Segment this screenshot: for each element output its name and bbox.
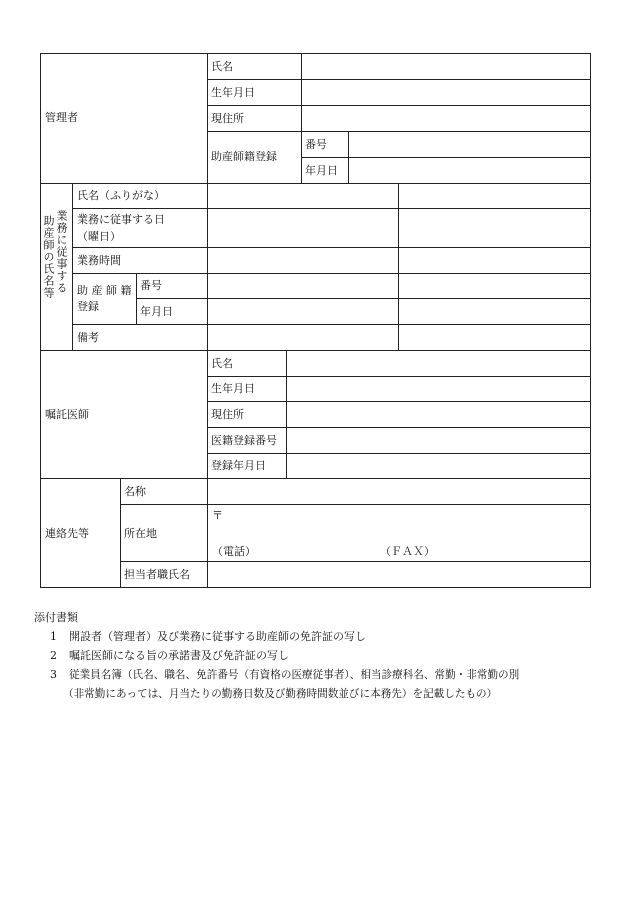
midwife-reg-label-2: 登録 — [77, 300, 99, 313]
attachment-number: 1 — [50, 630, 57, 643]
rule — [120, 504, 591, 505]
rule — [40, 53, 591, 54]
rule — [40, 350, 591, 351]
midwife-workdays-label-2: （曜日） — [77, 230, 121, 243]
rule — [72, 208, 591, 209]
doctor-name-label: 氏名 — [211, 357, 233, 370]
rule — [40, 53, 41, 588]
manager-birth-label: 生年月日 — [211, 86, 255, 99]
rule — [72, 273, 591, 274]
fax-label: （ＦＡＸ） — [380, 545, 435, 558]
doctor-reg-number-label: 医籍登録番号 — [211, 434, 277, 447]
contact-name-label: 名称 — [124, 485, 146, 498]
rule — [301, 157, 591, 158]
rule — [207, 183, 208, 350]
attachment-continuation: （非常勤にあっては、月当たりの勤務日数及び勤務時間数並びに本務先）を記載したもの） — [63, 688, 498, 700]
manager-date-label: 年月日 — [305, 164, 338, 177]
midwife-remarks-label: 備考 — [77, 331, 99, 344]
rule — [348, 131, 349, 183]
attachment-text: 嘱託医師になる旨の承諾書及び免許証の写し — [69, 649, 289, 662]
rule — [120, 561, 591, 562]
rule — [207, 401, 591, 402]
midwife-workdays-label: 業務に従事する日 — [77, 213, 165, 226]
doctor-address-label: 現住所 — [211, 408, 244, 421]
rule — [207, 453, 591, 454]
midwife-number-label: 番号 — [140, 279, 162, 292]
manager-address-label: 現住所 — [211, 112, 244, 125]
attachment-text: 従業員名簿（氏名、職名、免許番号（有資格の医療従事者）、相当診療科名、常勤・非常勤の別 — [69, 669, 520, 681]
rule — [207, 478, 208, 587]
midwife-hours-label: 業務時間 — [77, 254, 121, 267]
rule — [136, 298, 591, 299]
rule — [207, 53, 208, 183]
rule — [40, 587, 591, 588]
postal-mark: 〒 — [212, 509, 223, 522]
doctor-birth-label: 生年月日 — [211, 382, 255, 395]
midwife-name-label: 氏名（ふりがな） — [77, 189, 165, 202]
rule — [40, 478, 591, 479]
attachments-title: 添付書類 — [34, 611, 78, 624]
contact-location-label: 所在地 — [124, 527, 157, 540]
attachment-text: 開設者（管理者）及び業務に従事する助産師の免許証の写し — [69, 630, 366, 643]
rule — [207, 350, 208, 478]
doctor-reg-date-label: 登録年月日 — [211, 459, 266, 472]
rule — [40, 183, 591, 184]
rule — [398, 183, 399, 350]
rule — [207, 79, 591, 80]
rule — [136, 273, 137, 324]
rule — [72, 247, 591, 248]
midwives-section-label-col2: 助産師の氏名等 — [42, 215, 55, 299]
contact-person-label: 担当者職氏名 — [124, 568, 190, 581]
phone-label: （電話） — [212, 545, 256, 558]
attachment-number: 2 — [50, 649, 57, 662]
rule — [207, 427, 591, 428]
rule — [286, 350, 287, 478]
midwife-date-label: 年月日 — [140, 305, 173, 318]
manager-midwife-reg-label: 助産師籍登録 — [211, 150, 277, 163]
rule — [301, 53, 302, 183]
attachment-number: 3 — [50, 668, 57, 681]
manager-label: 管理者 — [45, 111, 78, 124]
rule — [590, 53, 591, 588]
rule — [207, 376, 591, 377]
doctor-label: 嘱託医師 — [45, 408, 89, 421]
rule — [207, 131, 591, 132]
rule — [207, 105, 591, 106]
rule — [72, 324, 591, 325]
manager-name-label: 氏名 — [211, 60, 233, 73]
manager-number-label: 番号 — [305, 138, 327, 151]
midwives-section-label-col1: 業務に従事する — [55, 210, 68, 294]
midwife-reg-label: 助 産 師 籍 — [77, 284, 132, 297]
rule — [72, 183, 73, 350]
rule — [120, 478, 121, 587]
contact-label: 連絡先等 — [45, 527, 89, 540]
